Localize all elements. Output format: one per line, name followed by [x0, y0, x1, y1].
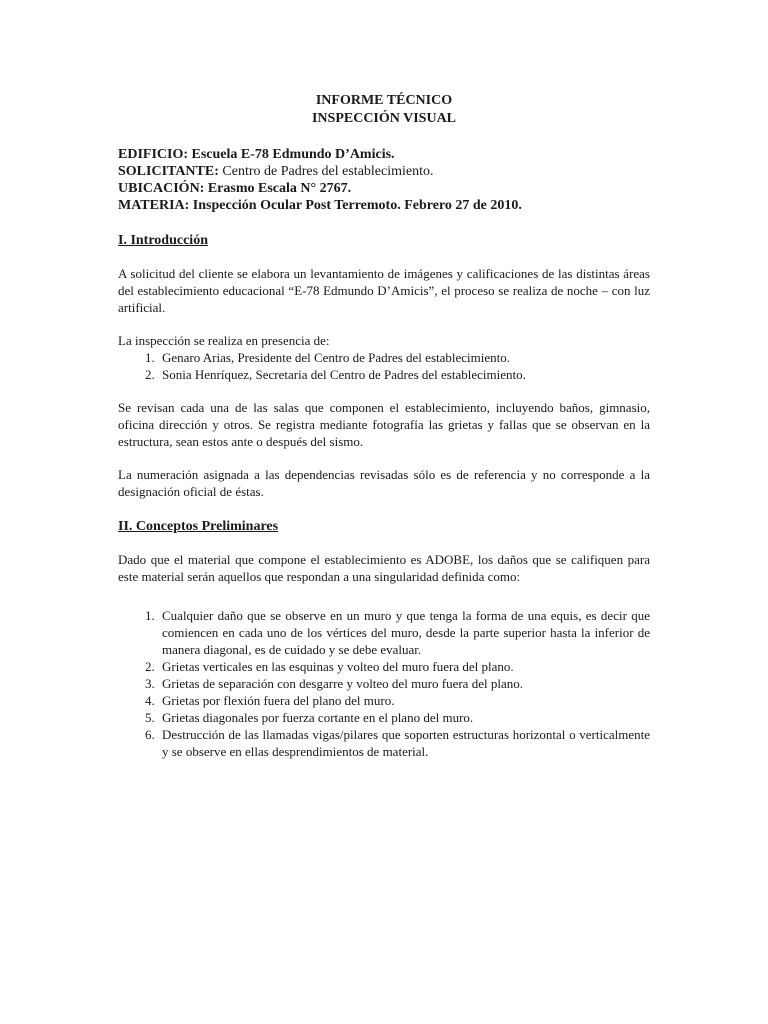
- document-content: [118, 92, 650, 760]
- title-line-2: INSPECCIÓN VISUAL: [311, 111, 457, 126]
- section-heading-conceptos: II. Conceptos Preliminares: [118, 519, 279, 534]
- presence-list: [118, 349, 650, 383]
- list-item: 6. Destrucción de las llamadas vigas/pilares que soporten estructuras horizontal o verticalmente y se observe en ellas desprendimientos de material.: [158, 726, 650, 760]
- damage-criteria-list: [118, 607, 650, 760]
- list-item: 5. Grietas diagonales por fuerza cortante en el plano del muro.: [158, 709, 650, 726]
- section-heading-introduccion: I. Introducción: [118, 233, 208, 248]
- meta-solicitante: SOLICITANTE: Centro de Padres del establecimiento.: [118, 164, 434, 179]
- report-title: [118, 92, 650, 128]
- intro-paragraph-2: Se revisan cada una de las salas que componen el establecimiento, incluyendo baños, gimnasio, oficina dirección y otros. Se registra mediante fotografía las grietas y fallas que se observan en la estructura, sean estos ante o después del sismo.: [118, 400, 650, 449]
- presence-intro: La inspección se realiza en presencia de:: [118, 333, 330, 348]
- list-item: 1. Cualquier daño que se observe en un muro y que tenga la forma de una equis, es decir que comiencen en cada uno de los vértices del muro, desde la parte superior hasta la inferior de manera diagonal, es de cuidado y se debe evaluar.: [158, 607, 650, 658]
- report-metadata: [118, 146, 650, 214]
- list-item: 1. Genaro Arias, Presidente del Centro de Padres del establecimiento.: [158, 349, 650, 366]
- meta-materia: MATERIA: Inspección Ocular Post Terremoto. Febrero 27 de 2010.: [118, 198, 522, 213]
- intro-paragraph-1: A solicitud del cliente se elabora un levantamiento de imágenes y calificaciones de las distintas áreas del establecimiento educacional “E-78 Edmundo D’Amicis”, el proceso se realiza de noche – con luz artificial.: [118, 266, 650, 315]
- title-line-1: INFORME TÉCNICO: [315, 93, 453, 108]
- intro-paragraph-3: La numeración asignada a las dependencias revisadas sólo es de referencia y no corresponde a la designación oficial de éstas.: [118, 467, 650, 499]
- list-item: 3. Grietas de separación con desgarre y volteo del muro fuera del plano.: [158, 675, 650, 692]
- conceptos-paragraph-1: Dado que el material que compone el establecimiento es ADOBE, los daños que se califiquen para este material serán aquellos que respondan a una singularidad definida como:: [118, 552, 650, 584]
- meta-ubicacion: UBICACIÓN: Erasmo Escala N° 2767.: [118, 181, 352, 196]
- list-item: 4. Grietas por flexión fuera del plano del muro.: [158, 692, 650, 709]
- list-item: 2. Grietas verticales en las esquinas y volteo del muro fuera del plano.: [158, 658, 650, 675]
- list-item: 2. Sonia Henríquez, Secretaria del Centro de Padres del establecimiento.: [158, 366, 650, 383]
- meta-edificio: EDIFICIO: Escuela E-78 Edmundo D’Amicis.: [118, 147, 395, 162]
